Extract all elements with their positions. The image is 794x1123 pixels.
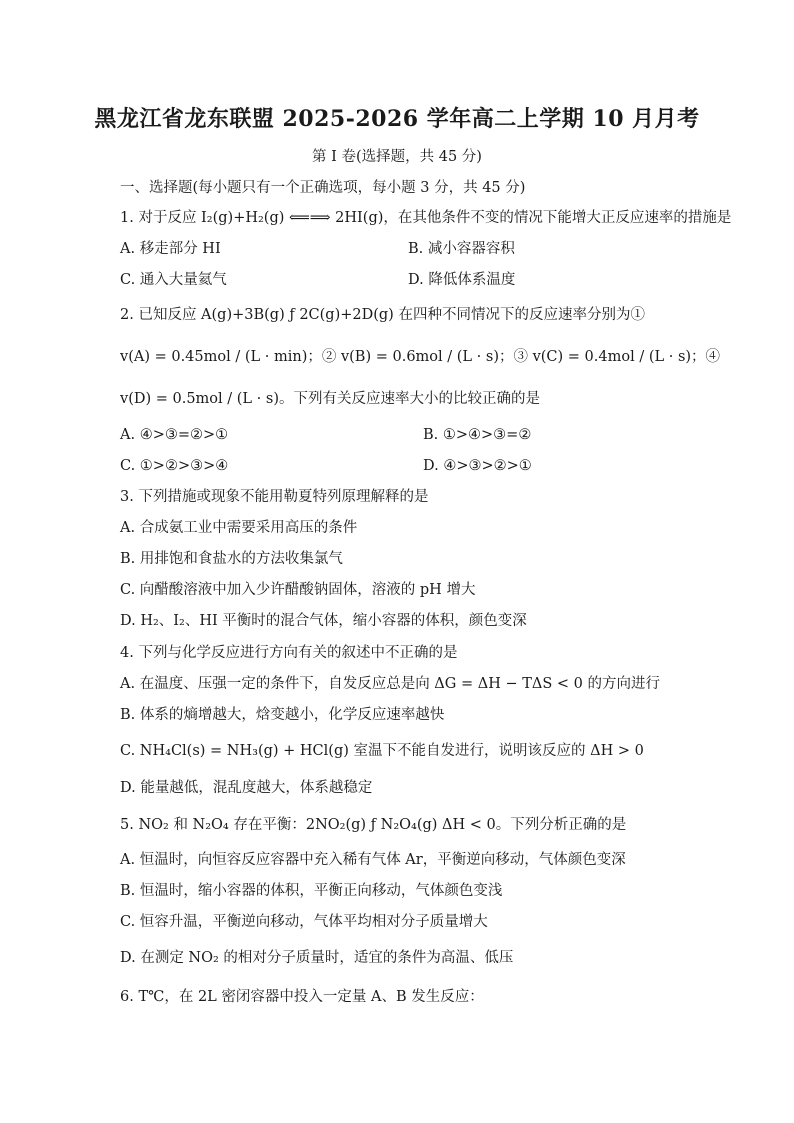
- q2-option-a: A. ④>③=②>①: [120, 427, 229, 443]
- q4-option-a: A. 在温度、压强一定的条件下，自发反应总是向 ΔG = ΔH − TΔS < 0 的方向进行: [120, 676, 660, 692]
- q3-option-a: A. 合成氨工业中需要采用高压的条件: [120, 520, 358, 536]
- q6-stem: 6. T℃，在 2L 密闭容器中投入一定量 A、B 发生反应：: [120, 989, 484, 1005]
- q5-option-c: C. 恒容升温，平衡逆向移动，气体平均相对分子质量增大: [120, 914, 488, 930]
- q1-option-d: D. 降低体系温度: [408, 272, 516, 288]
- q5-option-a: A. 恒温时，向恒容反应容器中充入稀有气体 Ar，平衡逆向移动，气体颜色变深: [120, 852, 626, 868]
- q2-option-c: C. ①>②>③>④: [120, 458, 229, 474]
- volume-subtitle: 第 I 卷(选择题，共 45 分): [312, 149, 482, 165]
- q4-option-b: B. 体系的熵增越大，焓变越小，化学反应速率越快: [120, 707, 445, 723]
- q5-option-d: D. 在测定 NO₂ 的相对分子质量时，适宜的条件为高温、低压: [120, 950, 514, 966]
- q2-rates: v(A) = 0.45mol / (L · min)；② v(B) = 0.6mol / (L · s)；③ v(C) = 0.4mol / (L · s)；④: [120, 349, 721, 365]
- q2-option-d: D. ④>③>②>①: [423, 458, 532, 474]
- q2-stem: 2. 已知反应 A(g)+3B(g) ƒ 2C(g)+2D(g) 在四种不同情况下的反应速率分别为①: [120, 307, 645, 323]
- q3-option-d: D. H₂、I₂、HI 平衡时的混合气体，缩小容器的体积，颜色变深: [120, 613, 527, 629]
- q5-option-b: B. 恒温时，缩小容器的体积，平衡正向移动，气体颜色变浅: [120, 883, 503, 899]
- q3-option-b: B. 用排饱和食盐水的方法收集氯气: [120, 551, 343, 567]
- q1-stem: 1. 对于反应 I₂(g)+H₂(g) ⟸⟹ 2HI(g)，在其他条件不变的情况下能增大正反应速率的措施是: [120, 210, 732, 226]
- q4-option-d: D. 能量越低，混乱度越大，体系越稳定: [120, 780, 373, 796]
- exam-title: 黑龙江省龙东联盟 2025-2026 学年高二上学期 10 月月考: [94, 106, 700, 132]
- q4-option-c: C. NH₄Cl(s) = NH₃(g) + HCl(g) 室温下不能自发进行，说明该反应的 ΔH > 0: [120, 743, 644, 759]
- section-heading: 一、选择题(每小题只有一个正确选项，每小题 3 分，共 45 分): [120, 180, 526, 196]
- q2-option-b: B. ①>④>③=②: [423, 427, 532, 443]
- q1-option-b: B. 减小容器容积: [408, 241, 515, 257]
- q1-option-c: C. 通入大量氦气: [120, 272, 227, 288]
- q3-stem: 3. 下列措施或现象不能用勒夏特列原理解释的是: [120, 489, 429, 505]
- q1-option-a: A. 移走部分 HI: [120, 241, 221, 257]
- q4-stem: 4. 下列与化学反应进行方向有关的叙述中不正确的是: [120, 645, 458, 661]
- q2-tail: v(D) = 0.5mol / (L · s)。下列有关反应速率大小的比较正确的是: [120, 391, 540, 407]
- q3-option-c: C. 向醋酸溶液中加入少许醋酸钠固体，溶液的 pH 增大: [120, 582, 476, 598]
- q5-stem: 5. NO₂ 和 N₂O₄ 存在平衡：2NO₂(g) ƒ N₂O₄(g) ΔH < 0。下列分析正确的是: [120, 817, 627, 833]
